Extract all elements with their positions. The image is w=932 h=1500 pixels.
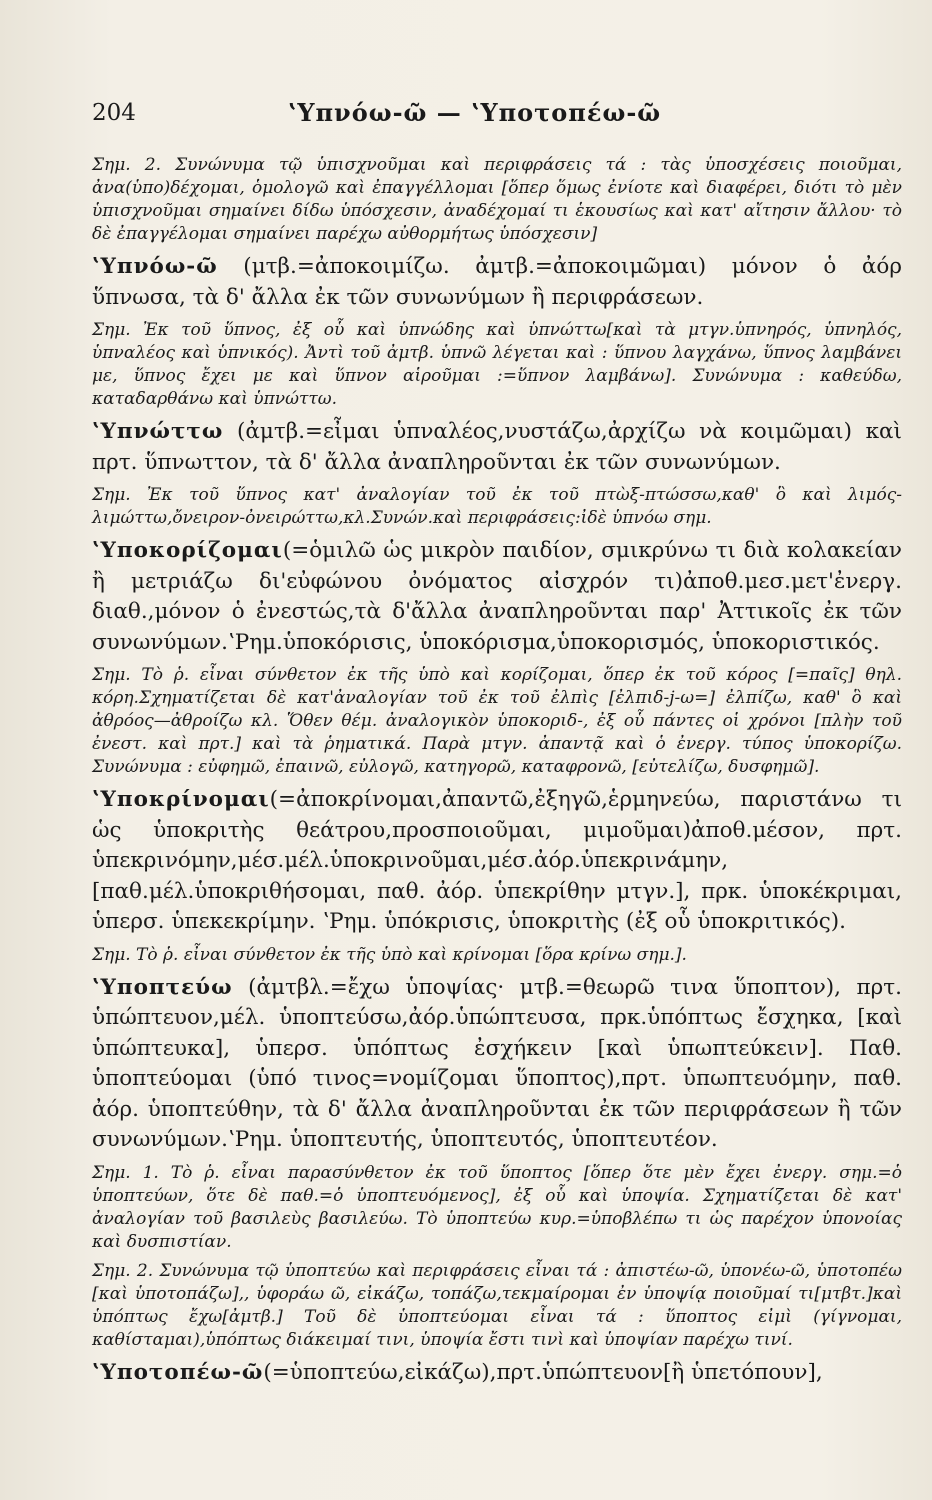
entry-text: (=ὁμιλῶ ὡς μικρὸν παιδίον, σμικρύνω τι διὰ κολακείαν ἢ μετριάζω δι'εὐφώνου ὀνόματος αἰσχρόν τι)ἀποθ.μεσ.μετ'ἐνεργ. διαθ.,μόνον ὁ ἐνεστώς,τὰ δ'ἄλλα ἀναπληροῦνται παρ' Ἀττικοῖς ἐκ τῶν συνωνύμων.ʽΡημ.ὑποκόρισις, ὑποκόρισμα,ὑποκορισμός, ὑποκοριστικός. — [92, 538, 902, 655]
entry-hypnoo — [92, 252, 902, 313]
note-hypokrinomai — [92, 944, 902, 967]
headword: ʽΥπνόω-ῶ — [92, 254, 218, 279]
headword: ʽΥπνώττω — [92, 419, 224, 444]
entry-hypnotto — [92, 417, 902, 478]
headword: ʽΥποπτεύω — [92, 974, 233, 1000]
note-text: Σημ. 2. Συνώνυμα τῷ ὑποπτεύω καὶ περιφράσεις εἶναι τά : ἀπιστέω-ῶ, ὑπονέω-ῶ, ὑποτοπέω [καὶ ὑποτοπάζω],, ὑφοράω ῶ, εἰκάζω, τοπάζω,τεκμαίρομαι ἐν ὑποψίᾳ ποιοῦμαί τι[μτβτ.]καὶ ὑπόπτως ἔχω[ἀμτβ.] Τοῦ δὲ ὑποπτεύομαι εἶναι τά : ὕποπτος εἰμὶ (γίγνομαι, καθίσταμαι),ὑπόπτως διάκειμαί τινι, ὑποψία ἔστι τινὶ καὶ ὑποψίαν παρέχω τινί. — [92, 1260, 902, 1350]
note-text: Σημ. Τὸ ῥ. εἶναι σύνθετον ἐκ τῆς ὑπὸ καὶ κορίζομαι, ὅπερ ἐκ τοῦ κόρος [=παῖς] θηλ. κόρη.Σχηματίζεται δὲ κατ'ἀναλογίαν τοῦ ἐκ τοῦ ἐλπὶς [ἐλπιδ-j-ω=] ἐλπίζω, καθ' ὃ καὶ ἀθρόος—ἀθροίζω κλ. Ὅθεν θέμ. ἀναλογικὸν ὑποκοριδ-, ἐξ οὗ πάντες οἱ χρόνοι [πλὴν τοῦ ἐνεστ. καὶ πρτ.] καὶ τὰ ῥηματικά. Παρὰ μτγν. ἀπαντᾷ καὶ ὁ ἐνεργ. τύπος ὑποκορίζω. Συνώνυμα : εὐφημῶ, ἐπαινῶ, εὐλογῶ, κατηγορῶ, καταφρονῶ, [εὐτελίζω, δυσφημῶ]. — [92, 665, 902, 777]
page-number: 204 — [92, 100, 136, 126]
entry-hypotopeo — [92, 1358, 902, 1389]
note-hypopteuo-1 — [92, 1162, 902, 1254]
note-hypnoo — [92, 319, 902, 411]
headword: ʽΥποτοπέω-ῶ — [92, 1359, 264, 1385]
headword: ʽΥποκρίνομαι — [92, 787, 270, 812]
entry-text: (ἀμτβ.=εἶμαι ὑπναλέος,νυστάζω,ἀρχίζω νὰ κοιμῶμαι) καὶ πρτ. ὕπνωττον, τὰ δ' ἄλλα ἀναπληροῦνται ἐκ τῶν συνωνύμων. — [92, 419, 902, 475]
entry-text: (=ὑποπτεύω,εἰκάζω),πρτ.ὑπώπτευον[ἢ ὑπετόπουν], — [263, 1359, 823, 1385]
entry-text: (μτβ.=ἀποκοιμίζω. ἀμτβ.=ἀποκοιμῶμαι) μόνον ὁ ἀόρ ὕπνωσα, τὰ δ' ἄλλα ἐκ τῶν συνωνύμων ἢ περιφράσεων. — [92, 254, 902, 310]
note-text: Σημ. 2. Συνώνυμα τῷ ὑπισχνοῦμαι καὶ περιφράσεις τά : τὰς ὑποσχέσεις ποιοῦμαι, ἀνα(ὑπο)δέχομαι, ὁμολογῶ καὶ ἐπαγγέλλομαι [ὅπερ ὅμως ἐνίοτε καὶ διαφέρει, διότι τὸ μὲν ὑπισχνοῦμαι σημαίνει δίδω ὑπόσχεσιν, ἀναδέχομαί τι ἑκουσίως καὶ κατ' αἴτησιν ἄλλου· τὸ δὲ ἐπαγγέλομαι σημαίνει παρέχω αὐθορμήτως ὑπόσχεσιν] — [92, 155, 902, 244]
note-hypnotto — [92, 484, 902, 530]
page-header — [92, 96, 902, 136]
entry-hypokrinomai — [92, 785, 902, 938]
running-head: ʽΥπνόω-ῶ — ʽΥποτοπέω-ῶ — [288, 98, 662, 127]
entry-hypokorizomai — [92, 536, 902, 658]
note-text: Σημ. 1. Τὸ ῥ. εἶναι παρασύνθετον ἐκ τοῦ ὕποπτος [ὅπερ ὅτε μὲν ἔχει ἐνεργ. σημ.=ὁ ὑποπτεύων, ὅτε δὲ παθ.=ὁ ὑποπτευόμενος], ἐξ οὗ καὶ ὑποψία. Σχηματίζεται δὲ κατ' ἀναλογίαν τοῦ βασιλεὺς βασιλεύω. Τὸ ὑποπτεύω κυρ.=ὑποβλέπω τι ὡς παρέχον ὑπονοίας καὶ δυσπιστίαν. — [92, 1162, 902, 1252]
note-text: Σημ. Ἐκ τοῦ ὕπνος, ἐξ οὗ καὶ ὑπνώδης καὶ ὑπνώττω[καὶ τὰ μτγν.ὑπνηρός, ὑπνηλός, ὑπναλέος καὶ ὑπνικός). Ἀντὶ τοῦ ἀμτβ. ὑπνῶ λέγεται καὶ : ὕπνου λαγχάνω, ὕπνος λαμβάνει με, ὕπνος ἔχει με καὶ ὕπνον αἱροῦμαι :=ὕπνον λαμβάνω]. Συνώνυμα : καθεύδω, καταδαρθάνω καὶ ὑπνώττω. — [92, 320, 902, 409]
entry-hypopteuo — [92, 973, 902, 1156]
note-hypokorizomai — [92, 664, 902, 779]
note-text: Σημ. Ἐκ τοῦ ὕπνος κατ' ἀναλογίαν τοῦ ἐκ τοῦ πτὼξ-πτώσσω,καθ' ὃ καὶ λιμός-λιμώττω,ὄνειρον-ὀνειρώττω,κλ.Συνών.καὶ περιφράσεις:ἰδὲ ὑπνόω σημ. — [92, 485, 902, 528]
note-hypischnoumai-synonyms — [92, 154, 902, 246]
note-text: Σημ. Τὸ ῥ. εἶναι σύνθετον ἐκ τῆς ὑπὸ καὶ κρίνομαι [ὅρα κρίνω σημ.]. — [92, 944, 687, 965]
entry-text: (ἀμτβλ.=ἔχω ὑποψίας· μτβ.=θεωρῶ τινα ὕποπτον), πρτ. ὑπώπτευον,μέλ. ὑποπτεύσω,ἀόρ.ὑπώπτευσα, πρκ.ὑπόπτως ἔσχηκα, [καὶ ὑπώπτευκα], ὑπερσ. ὑπόπτως ἐσχήκειν [καὶ ὑπωπτεύκειν]. Παθ. ὑποπτεύομαι (ὑπό τινος=νομίζομαι ὕποπτος),πρτ. ὑπωπτευόμην, παθ. ἀόρ. ὑποπτεύθην, τὰ δ' ἄλλα ἀναπληροῦνται ἐκ τῶν περιφράσεων ἢ τῶν συνωνύμων.ʽΡημ. ὑποπτευτής, ὑποπτευτός, ὑποπτευτέον. — [92, 974, 902, 1152]
note-hypopteuo-2 — [92, 1260, 902, 1352]
entry-text: (=ἀποκρίνομαι,ἀπαντῶ,ἐξηγῶ,ἑρμηνεύω, παριστάνω τι ὡς ὑποκριτὴς θεάτρου,προσποιοῦμαι, μιμοῦμαι)ἀποθ.μέσον, πρτ. ὑπεκρινόμην,μέσ.μέλ.ὑποκρινοῦμαι,μέσ.ἀόρ.ὑπεκρινάμην,[παθ.μέλ.ὑποκριθήσομαι, παθ. ἀόρ. ὑπεκρίθην μτγν.], πρκ. ὑποκέκριμαι, ὑπερσ. ὑπεκεκρίμην. ʽΡημ. ὑπόκρισις, ὑποκριτὴς (ἐξ οὗ ὑποκριτικός). — [92, 787, 902, 934]
headword: ʽΥποκορίζομαι — [92, 538, 283, 563]
